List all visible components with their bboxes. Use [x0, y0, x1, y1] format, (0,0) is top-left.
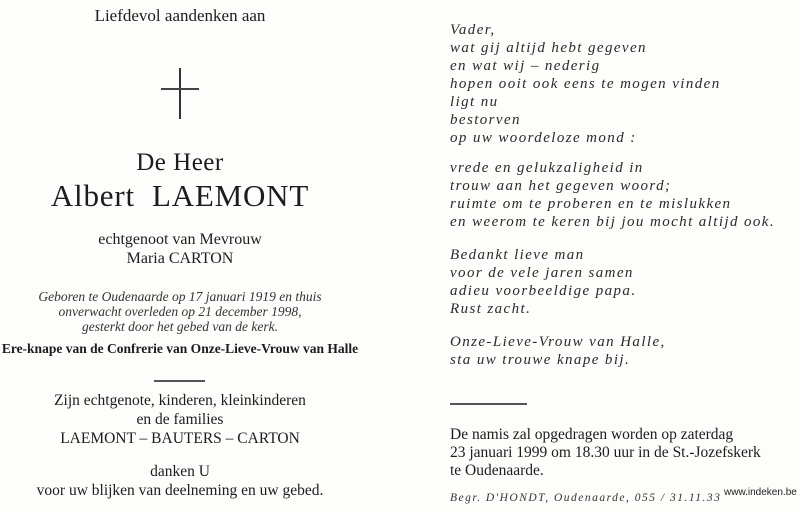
poem-line: adieu voorbeeldige papa.	[450, 283, 637, 299]
poem-line: hopen ooit ook eens te mogen vinden	[450, 76, 721, 92]
poem-line: voor de vele jaren samen	[450, 265, 634, 281]
family-names: LAEMONT – BAUTERS – CARTON	[60, 430, 300, 447]
watermark: www.indeken.be	[724, 487, 797, 498]
brotherhood-title: Ere-knape van de Confrerie van Onze-Lieve-Vrouw van Halle	[1, 341, 359, 356]
thanks-line: danken U	[150, 463, 210, 480]
divider	[154, 380, 205, 382]
poem-line: Rust zacht.	[450, 301, 532, 317]
poem-line: sta uw trouwe knape bij.	[450, 352, 631, 368]
poem-line: en weerom te keren bij jou mocht altijd ook.	[450, 214, 776, 230]
poem-line: Onze-Lieve-Vrouw van Halle,	[450, 334, 666, 350]
mass-info-line: 23 januari 1999 om 18.30 uur in de St.-Jozefskerk	[450, 444, 761, 461]
poem-line: wat gij altijd hebt gegeven	[450, 40, 647, 56]
funeral-director-credit: Begr. D'HONDT, Oudenaarde, 055 / 31.11.33	[450, 492, 722, 504]
thanks-line: voor uw blijken van deelneming en uw gebed.	[36, 482, 324, 499]
divider	[450, 403, 527, 405]
intro-text: Liefdevol aandenken aan	[94, 6, 266, 25]
poem-line: ruimte om te proberen en te mislukken	[450, 196, 732, 212]
mass-info-line: De namis zal opgedragen worden op zaterdag	[450, 426, 734, 443]
mass-info-line: te Oudenaarde.	[450, 462, 544, 479]
spouse-line: echtgenoot van Mevrouw	[98, 231, 262, 248]
poem-line: Bedankt lieve man	[450, 247, 585, 263]
honorific-title: De Heer	[136, 149, 224, 176]
family-line: en de families	[136, 411, 224, 428]
poem-line: vrede en gelukzaligheid in	[450, 160, 644, 176]
poem-line: en wat wij – nederig	[450, 58, 601, 74]
poem-line: Vader,	[450, 22, 496, 38]
poem-line: op uw woordeloze mond :	[450, 130, 637, 146]
birth-death-line: gesterkt door het gebed van de kerk.	[81, 319, 279, 334]
birth-death-line: Geboren te Oudenaarde op 17 januari 1919 en thuis	[38, 289, 322, 304]
poem-line: ligt nu	[450, 94, 499, 110]
family-line: Zijn echtgenote, kinderen, kleinkinderen	[54, 392, 306, 409]
poem-line: trouw aan het gegeven woord;	[450, 178, 672, 194]
deceased-name: Albert LAEMONT	[50, 178, 310, 213]
poem-line: bestorven	[450, 112, 521, 128]
spouse-name: Maria CARTON	[126, 250, 234, 267]
birth-death-line: onverwacht overleden op 21 december 1998,	[58, 304, 302, 319]
